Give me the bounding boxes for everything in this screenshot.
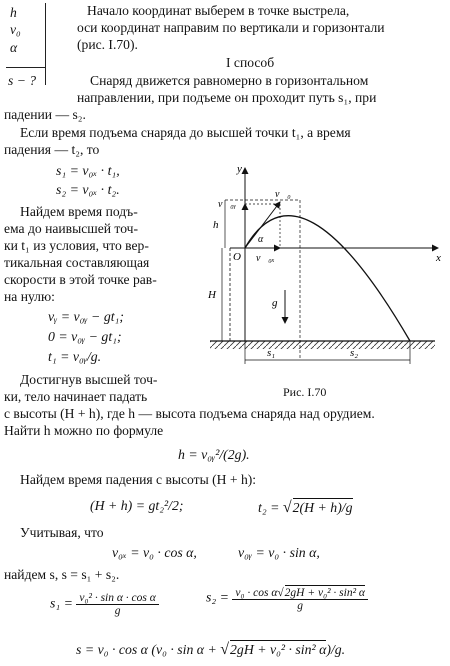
label-x: x bbox=[436, 252, 441, 264]
intro-line-2: оси координат направим по вертикали и горизонтали bbox=[77, 20, 385, 35]
p3-line-1: Найдем время подъ- bbox=[20, 204, 138, 219]
s2-numerator-a: v₀ · cos α bbox=[235, 587, 278, 599]
s2-numerator-root: 2gH + v₀² · sin² α bbox=[284, 587, 365, 599]
p2-line-1: Если время подъема снаряда до высшей точки t₁, а время bbox=[20, 125, 351, 140]
p1-line-2: направлении, при подъеме он проходит путь s₁, при bbox=[77, 90, 377, 105]
method-title: I способ bbox=[226, 55, 275, 70]
label-y: y bbox=[237, 163, 242, 175]
label-s2: s₂ bbox=[350, 347, 359, 359]
label-alpha: α bbox=[258, 234, 264, 245]
s2-denominator: g bbox=[297, 600, 304, 612]
s1-numerator: v₀² · sin α · cos α bbox=[76, 592, 158, 605]
p2-line-2: падения — t₂, то bbox=[4, 142, 100, 157]
label-O: O bbox=[233, 251, 241, 263]
given-v0: v₀ bbox=[10, 22, 21, 37]
equation-fall: (H + h) = gt₂²/2; bbox=[90, 498, 184, 513]
equation-h: h = v₀ᵧ²/(2g). bbox=[178, 447, 250, 462]
p4-line-1: Достигнув высшей точ- bbox=[20, 372, 158, 387]
p1-line-3: падении — s₂. bbox=[4, 107, 86, 122]
figure-caption: Рис. I.70 bbox=[283, 385, 327, 399]
equation-t1: t₁ = v₀ᵧ/g. bbox=[48, 349, 102, 364]
label-g: g⃗ bbox=[272, 297, 287, 309]
equation-v0x: v₀ₓ = v₀ · cos α, bbox=[112, 545, 197, 560]
equation-s1-fraction bbox=[50, 592, 159, 617]
label-h: h bbox=[213, 219, 219, 231]
given-horizontal-rule bbox=[6, 67, 46, 68]
equation-zero: 0 = v₀ᵧ − gt₁; bbox=[48, 329, 122, 344]
p4-line-4: Найти h можно по формуле bbox=[4, 423, 164, 438]
p3-line-6: на нулю: bbox=[4, 289, 55, 304]
equation-s2-fraction: s₂ = $\frac{\text{v₀ · cos α√2gH + v₀² · sin² α}}{g}$ bbox=[206, 585, 368, 612]
label-v0: v⃗₀ bbox=[275, 189, 291, 200]
p5: Найдем время падения с высоты (H + h): bbox=[20, 472, 257, 487]
final-root: 2gH + v₀² · sin² α bbox=[230, 642, 327, 657]
given-unknown: s − ? bbox=[8, 73, 37, 88]
equation-s1: s₁ = v₀ₓ · t₁, bbox=[56, 163, 120, 178]
s1-lhs: s₁ = bbox=[50, 595, 73, 611]
trajectory-curve bbox=[245, 216, 410, 341]
label-s1: s₁ bbox=[267, 347, 276, 359]
equation-final: s = v₀ · cos α (v₀ · sin α + √2gH + v₀² · sin² α)/g. bbox=[76, 641, 346, 658]
equation-vy: vᵧ = v₀ᵧ − gt₁; bbox=[48, 309, 124, 324]
equation-t2: t₂ = √2(H + h)/g bbox=[258, 499, 353, 516]
given-alpha: α bbox=[10, 40, 18, 55]
given-block bbox=[6, 3, 48, 93]
p1-line-1: Снаряд движется равномерно в горизонтальном bbox=[90, 73, 369, 88]
equation-t2-root: 2(H + h)/g bbox=[292, 500, 353, 515]
label-v0y: v⃗₀ᵧ bbox=[218, 199, 236, 210]
p3-line-2: ема до наивысшей точ- bbox=[4, 221, 138, 236]
p6: Учитывая, что bbox=[20, 525, 104, 540]
p3-line-3: ки t₁ из условия, что вер- bbox=[4, 238, 149, 253]
intro-line-1: Начало координат выберем в точке выстрела, bbox=[87, 3, 350, 18]
ground-hatch bbox=[210, 341, 435, 349]
equation-s2: s₂ = v₀ₓ · t₂. bbox=[56, 182, 120, 197]
figure-svg bbox=[200, 160, 445, 395]
given-h: h bbox=[10, 5, 17, 20]
p3-line-4: тикальная составляющая bbox=[4, 255, 150, 270]
p7: найдем s, s = s₁ + s₂. bbox=[4, 567, 120, 582]
final-a: s = v₀ · cos α (v₀ · sin α + bbox=[76, 642, 221, 657]
p4-line-2: ки, тело начинает падать bbox=[4, 389, 148, 404]
s1-denominator: g bbox=[114, 605, 121, 617]
equation-t2-lhs: t₂ = bbox=[258, 500, 283, 515]
label-H: H bbox=[208, 289, 216, 301]
figure-trajectory bbox=[200, 160, 445, 395]
s2-lhs: s₂ = bbox=[206, 589, 229, 605]
final-b: )/g. bbox=[326, 642, 346, 657]
p4-line-3: с высоты (H + h), где h — высота подъема снаряда над орудием. bbox=[4, 406, 375, 421]
p3-line-5: скорости в этой точке рав- bbox=[4, 272, 157, 287]
given-vertical-rule bbox=[45, 3, 46, 85]
equation-v0y: v₀ᵧ = v₀ · sin α, bbox=[238, 545, 320, 560]
label-v0x: v⃗₀ₓ bbox=[256, 253, 275, 264]
intro-line-3: (рис. I.70). bbox=[77, 37, 138, 52]
